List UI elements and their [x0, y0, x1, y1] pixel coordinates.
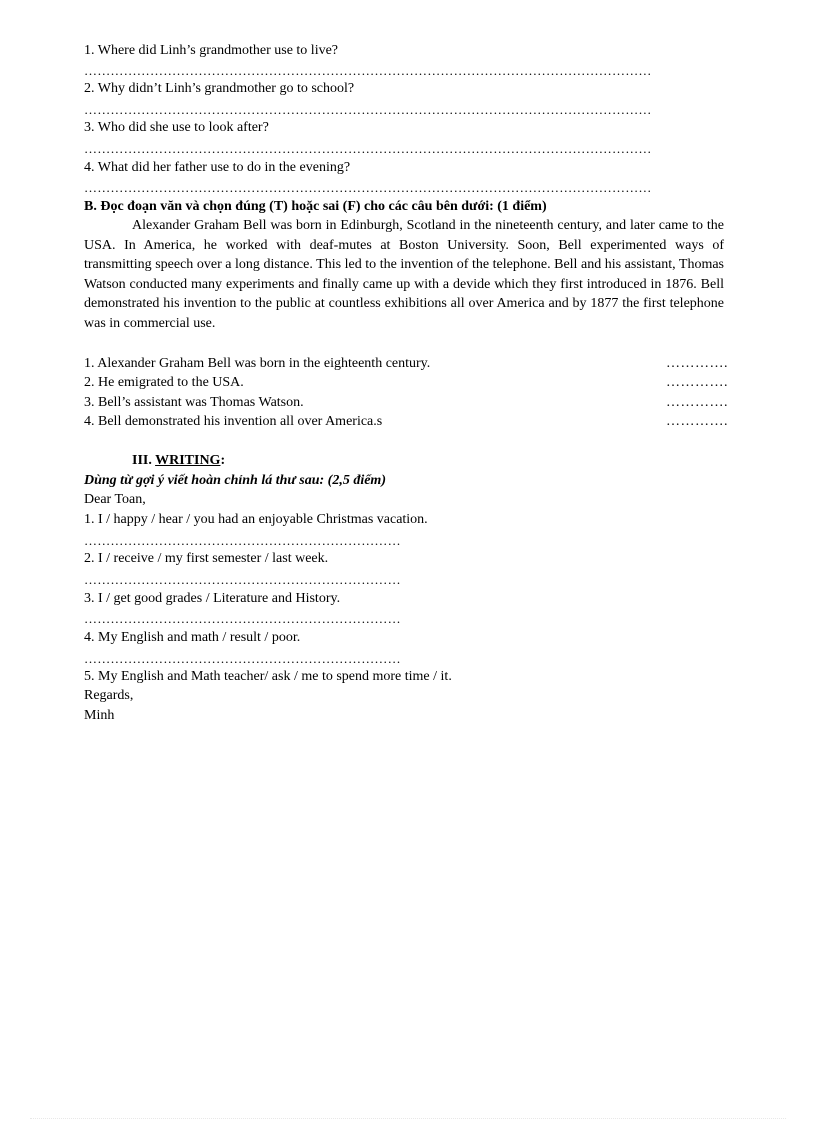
- statement-text: 4. Bell demonstrated his invention all over America.s: [84, 414, 383, 429]
- letter-salutation: Dear Toan,: [84, 492, 146, 507]
- page-edge-divider: [30, 1118, 786, 1119]
- writing-prompt-5: 5. My English and Math teacher/ ask / me to spend more time / it.: [84, 669, 452, 684]
- letter-closing: Regards,: [84, 688, 134, 703]
- writing-prompt-4: 4. My English and math / result / poor.: [84, 630, 301, 645]
- statement-text: 2. He emigrated to the USA.: [84, 375, 244, 390]
- answer-line-1: …………………………………………………………………………………………………………………: [84, 64, 652, 78]
- answer-line-3: …………………………………………………………………………………………………………………: [84, 142, 652, 156]
- writing-line-2: ………………………………………………………………: [84, 573, 401, 587]
- reading-question-1: 1. Where did Linh’s grandmother use to live?: [84, 43, 339, 58]
- writing-line-4: ………………………………………………………………: [84, 652, 401, 666]
- reading-passage: [84, 216, 724, 334]
- answer-line-4: …………………………………………………………………………………………………………………: [84, 181, 652, 195]
- passage-text: Alexander Graham Bell was born in Edinburgh, Scotland in the nineteenth century, and later came to the USA. In America, he worked with deaf-mutes at Boston University. Soon, Bell experimented ways of transmitting speech over a long distance. This led to the invention of the telephone. Bell and his assistant, Thomas Watson conducted many experiments and finally came up with a devide which they first introduced in 1876. Bell demonstrated his invention to the public at countless exhibitions all over America and by 1877 the first telephone was in commercial use.: [84, 218, 724, 331]
- writing-prompt-2: 2. I / receive / my first semester / last week.: [84, 551, 329, 566]
- writing-line-3: ………………………………………………………………: [84, 612, 401, 626]
- answer-blank: ………….: [666, 395, 728, 410]
- reading-question-2: 2. Why didn’t Linh’s grandmother go to school?: [84, 81, 355, 96]
- writing-instruction: Dùng từ gợi ý viết hoàn chỉnh lá thư sau: (2,5 điểm): [84, 473, 386, 488]
- writing-line-1: ………………………………………………………………: [84, 534, 401, 548]
- writing-prompt-3: 3. I / get good grades / Literature and History.: [84, 591, 341, 606]
- writing-heading: III. WRITING:: [132, 453, 226, 468]
- statement-text: 1. Alexander Graham Bell was born in the eighteenth century.: [84, 356, 431, 371]
- writing-heading-word: WRITING: [155, 453, 221, 468]
- reading-question-3: 3. Who did she use to look after?: [84, 120, 269, 135]
- answer-blank: ………….: [666, 356, 728, 371]
- statement-text: 3. Bell’s assistant was Thomas Watson.: [84, 395, 304, 410]
- answer-blank: ………….: [666, 414, 728, 429]
- answer-blank: ………….: [666, 375, 728, 390]
- letter-signature: Minh: [84, 708, 115, 723]
- reading-question-4: 4. What did her father use to do in the evening?: [84, 160, 351, 175]
- section-b-title: B. Đọc đoạn văn và chọn đúng (T) hoặc sai (F) cho các câu bên dưới: (1 điểm): [84, 199, 547, 214]
- answer-line-2: …………………………………………………………………………………………………………………: [84, 103, 652, 117]
- writing-prompt-1: 1. I / happy / hear / you had an enjoyable Christmas vacation.: [84, 512, 428, 527]
